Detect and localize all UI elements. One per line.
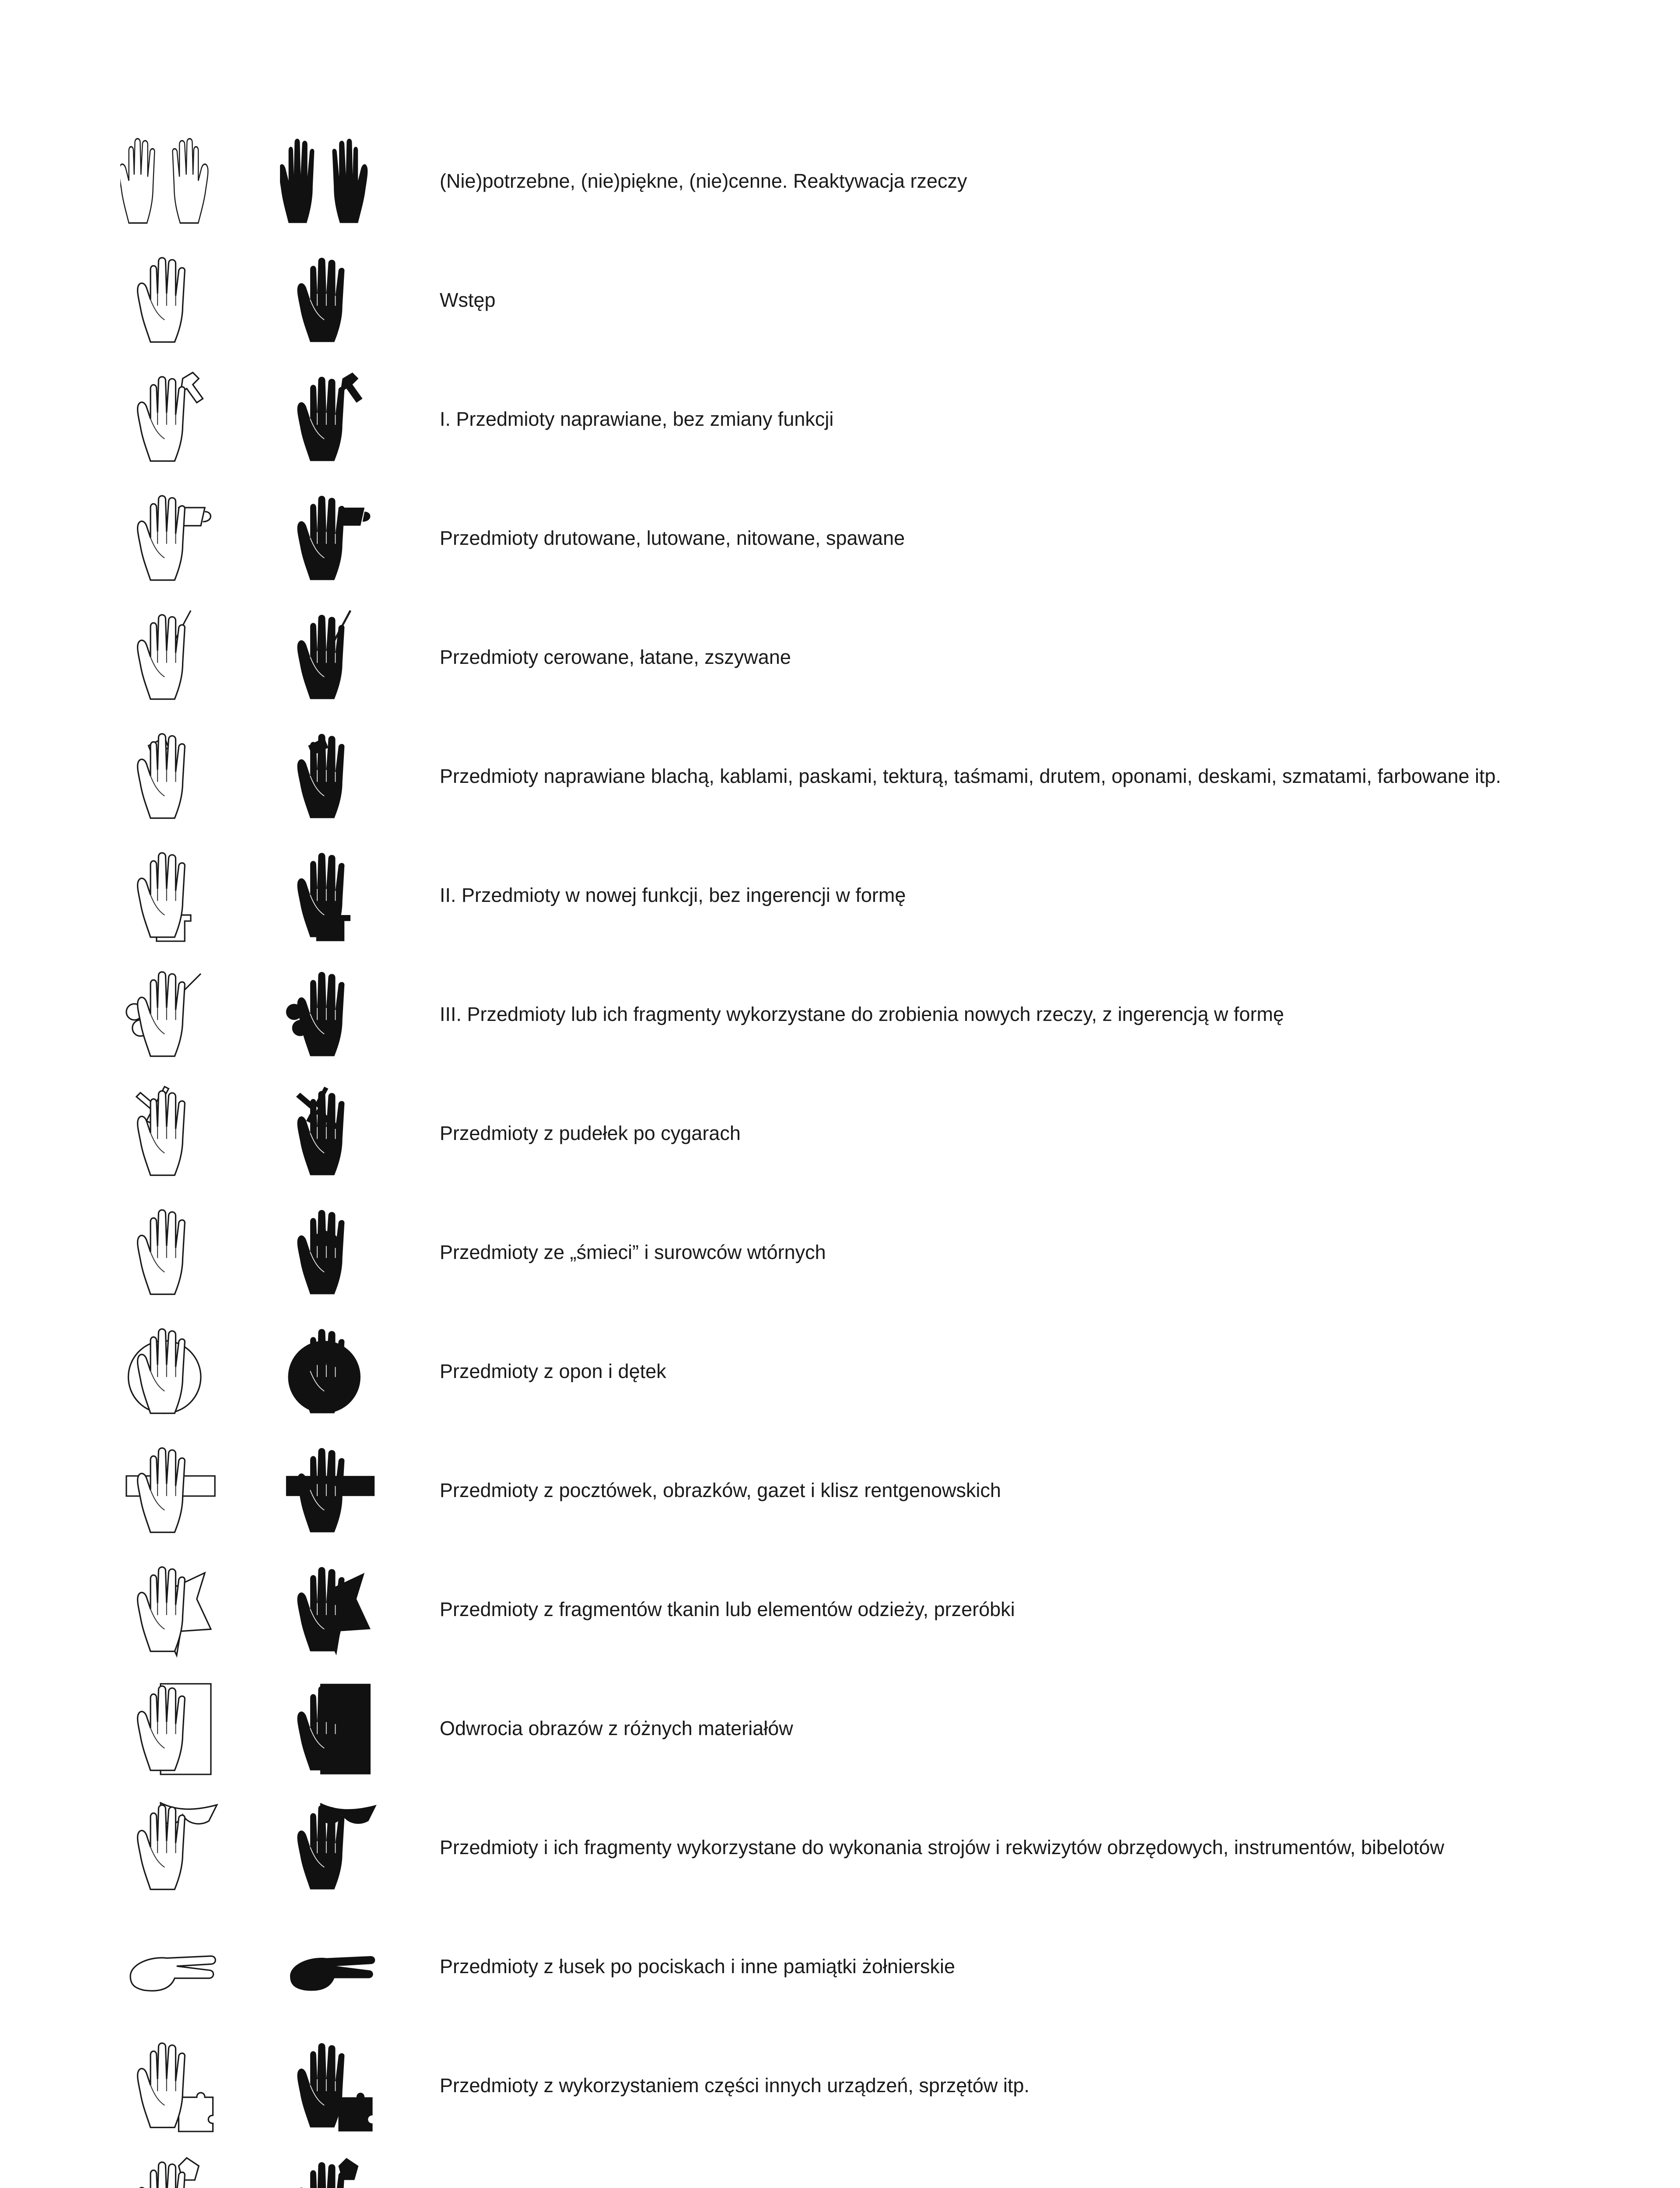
hand-fabric-icon (280, 1559, 381, 1659)
hand-scissors-icon (120, 964, 221, 1064)
hand-scissors-outline-icon (120, 964, 221, 1064)
hand-bottle-flower-icon (120, 2154, 221, 2188)
hand-cup-filled-icon (280, 487, 381, 588)
contents-entry-4[interactable] (0, 479, 1680, 598)
open-hands-icon (120, 130, 221, 231)
raised-hand-filled-icon (280, 249, 381, 350)
entry-label: II. Przedmioty w nowej funkcji, bez ingerencji w formę (440, 884, 906, 906)
hand-mask-outline-icon (120, 1797, 221, 1897)
hand-top-hat-filled-icon (280, 845, 381, 945)
hand-wrench-filled-icon (280, 368, 381, 469)
hand-scissors-icon (280, 964, 381, 1064)
hand-crumpled-paper-icon (120, 1202, 221, 1302)
hand-cup-icon (280, 487, 381, 588)
hand-canvas-icon (120, 1678, 221, 1778)
open-hands-outline-icon (120, 130, 221, 231)
hand-bottle-flower-outline-icon (120, 2154, 221, 2188)
finger-gun-filled-icon (280, 1916, 381, 2016)
contents-entry-7[interactable] (0, 836, 1680, 955)
open-hands-icon (280, 130, 381, 231)
hand-puzzle-filled-icon (280, 2035, 381, 2135)
entry-label (440, 2145, 910, 2188)
hand-wrench-icon (120, 368, 221, 469)
entry-label: Przedmioty z pocztówek, obrazków, gazet i klisz rentgenowskich (440, 1479, 1001, 1501)
bandaged-hand-icon (280, 726, 381, 826)
hand-fabric-outline-icon (120, 1559, 221, 1659)
contents-entry-8[interactable] (0, 955, 1680, 1074)
hand-crumpled-paper-outline-icon (120, 1202, 221, 1302)
contents-entry-11[interactable] (0, 1312, 1680, 1431)
hand-canvas-filled-icon (280, 1678, 381, 1778)
hand-cup-icon (120, 487, 221, 588)
hand-tire-filled-icon (280, 1321, 381, 1421)
contents-entry-10[interactable] (0, 1193, 1680, 1312)
hand-puzzle-outline-icon (120, 2035, 221, 2135)
hand-crumpled-paper-icon (280, 1202, 381, 1302)
contents-entry-15[interactable] (0, 1788, 1680, 1907)
hand-tire-outline-icon (120, 1321, 221, 1421)
hand-puzzle-icon (280, 2035, 381, 2135)
bandaged-hand-outline-icon (120, 726, 221, 826)
bandaged-hand-filled-icon (280, 726, 381, 826)
hand-cigar-filled-icon (280, 1083, 381, 1183)
entry-label: (Nie)potrzebne, (nie)piękne, (nie)cenne. Reaktywacja rzeczy (440, 170, 967, 192)
entry-label: Przedmioty i ich fragmenty wykorzystane do wykonania strojów i rekwizytów obrzędowych, instrumentów, bibelotów (440, 1836, 1444, 1858)
hand-scissors-filled-icon (280, 964, 381, 1064)
bandaged-hand-icon (120, 726, 221, 826)
hand-tire-icon (120, 1321, 221, 1421)
hand-needle-icon (120, 607, 221, 707)
raised-hand-icon (280, 249, 381, 350)
raised-hand-icon (120, 249, 221, 350)
hand-needle-icon (280, 607, 381, 707)
contents-entry-12[interactable] (0, 1431, 1680, 1550)
hand-cup-outline-icon (120, 487, 221, 588)
contents-entry-13[interactable] (0, 1550, 1680, 1669)
entry-label: Przedmioty cerowane, łatane, zszywane (440, 646, 791, 668)
hand-puzzle-icon (120, 2035, 221, 2135)
hand-wrench-icon (280, 368, 381, 469)
contents-entry-16[interactable] (0, 1907, 1680, 2026)
entry-label: Przedmioty z wykorzystaniem części innych urządzeń, sprzętów itp. (440, 2074, 1029, 2097)
entry-label: Wstęp (440, 289, 496, 311)
hand-cigar-outline-icon (120, 1083, 221, 1183)
hand-fabric-filled-icon (280, 1559, 381, 1659)
entry-label: Przedmioty drutowane, lutowane, nitowane, spawane (440, 527, 905, 549)
contents-entry-2[interactable] (0, 241, 1680, 360)
entry-label: Przedmioty z łusek po pociskach i inne pamiątki żołnierskie (440, 1955, 956, 1978)
hand-needle-outline-icon (120, 607, 221, 707)
hand-top-hat-icon (280, 845, 381, 945)
entry-label: Odwrocia obrazów z różnych materiałów (440, 1717, 793, 1739)
contents-entry-5[interactable] (0, 598, 1680, 717)
contents-entry-9[interactable] (0, 1074, 1680, 1193)
hand-mask-filled-icon (280, 1797, 381, 1897)
hand-cigar-icon (120, 1083, 221, 1183)
hand-wrench-outline-icon (120, 368, 221, 469)
hand-rolled-paper-outline-icon (120, 1440, 221, 1540)
finger-gun-icon (120, 1916, 221, 2016)
raised-hand-outline-icon (120, 249, 221, 350)
contents-entry-3[interactable] (0, 360, 1680, 479)
hand-mask-icon (120, 1797, 221, 1897)
hand-top-hat-icon (120, 845, 221, 945)
contents-entry-18[interactable] (0, 2145, 1680, 2188)
entry-label: Przedmioty z pudełek po cygarach (440, 1122, 741, 1144)
contents-entry-6[interactable] (0, 717, 1680, 836)
hand-tire-icon (280, 1321, 381, 1421)
contents-entry-14[interactable] (0, 1669, 1680, 1788)
hand-bottle-flower-icon (280, 2154, 381, 2188)
hand-fabric-icon (120, 1559, 221, 1659)
entry-label: III. Przedmioty lub ich fragmenty wykorzystane do zrobienia nowych rzeczy, z ingerencją w formę (440, 1003, 1284, 1025)
entry-label: Przedmioty naprawiane blachą, kablami, paskami, tekturą, taśmami, drutem, oponami, deskami, szmatami, farbowane itp. (440, 765, 1502, 787)
hand-mask-icon (280, 1797, 381, 1897)
finger-gun-outline-icon (120, 1916, 221, 2016)
entry-label: Przedmioty ze „śmieci” i surowców wtórnych (440, 1241, 826, 1263)
open-hands-filled-icon (280, 130, 381, 231)
entry-label: I. Przedmioty naprawiane, bez zmiany funkcji (440, 408, 834, 430)
hand-needle-filled-icon (280, 607, 381, 707)
entry-label: Przedmioty z fragmentów tkanin lub elementów odzieży, przeróbki (440, 1598, 1015, 1620)
contents-entry-17[interactable] (0, 2026, 1680, 2145)
hand-cigar-icon (280, 1083, 381, 1183)
contents-entry-1[interactable] (0, 122, 1680, 241)
hand-rolled-paper-icon (280, 1440, 381, 1540)
hand-bottle-flower-filled-icon (280, 2154, 381, 2188)
hand-top-hat-outline-icon (120, 845, 221, 945)
hand-crumpled-paper-filled-icon (280, 1202, 381, 1302)
hand-rolled-paper-icon (120, 1440, 221, 1540)
entry-label: Przedmioty z opon i dętek (440, 1360, 666, 1382)
hand-canvas-icon (280, 1678, 381, 1778)
finger-gun-icon (280, 1916, 381, 2016)
hand-canvas-outline-icon (120, 1678, 221, 1778)
hand-rolled-paper-filled-icon (280, 1440, 381, 1540)
